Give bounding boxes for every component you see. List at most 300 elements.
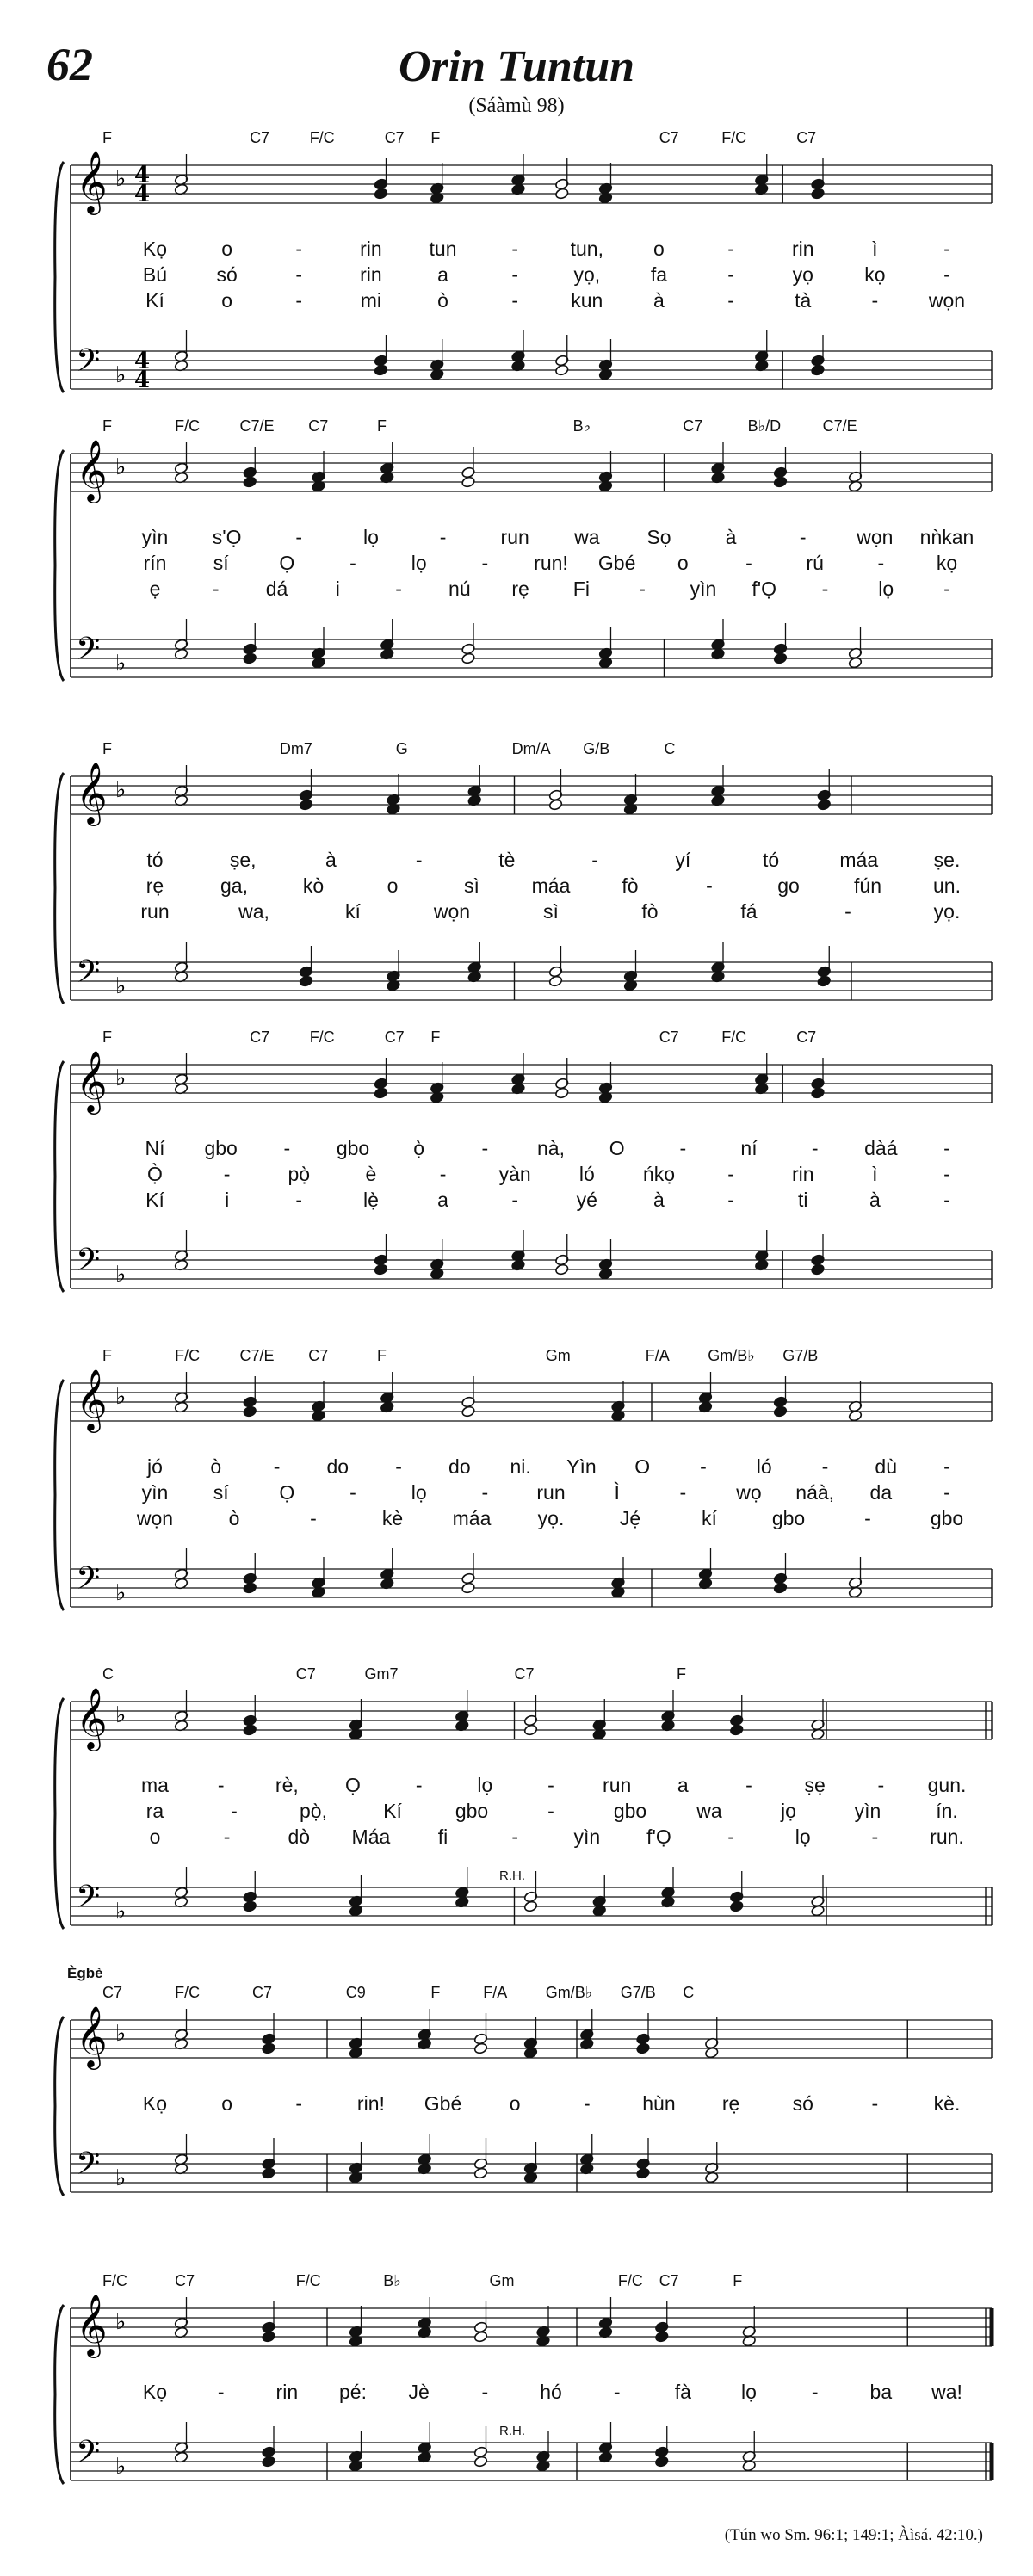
lyric-syllable: hùn bbox=[642, 2092, 676, 2115]
chord-symbol: C7 bbox=[659, 2272, 679, 2289]
treble-clef-icon: 𝄞 bbox=[76, 150, 108, 213]
lyric-syllable: Sọ bbox=[646, 526, 671, 548]
chord-symbol: Dm/A bbox=[511, 740, 551, 757]
flat-key-icon: ♭ bbox=[115, 651, 127, 676]
lyric-syllable: - bbox=[727, 1163, 734, 1185]
lyric-syllable: O bbox=[634, 1455, 651, 1478]
lyric-syllable: run. bbox=[930, 1825, 964, 1848]
lyric-syllable: - bbox=[415, 849, 423, 871]
treble-clef-icon: 𝄞 bbox=[76, 1686, 108, 1749]
chord-symbol: G/B bbox=[583, 740, 610, 757]
lyric-syllable: run bbox=[603, 1774, 632, 1796]
lyric-syllable: ṣe, bbox=[229, 849, 257, 871]
lyric-syllable: wọ bbox=[736, 1481, 762, 1504]
lyric-syllable: - bbox=[439, 1163, 447, 1185]
bass-clef-icon: 𝄢 bbox=[76, 1879, 101, 1923]
time-signature-digit: 4 bbox=[134, 163, 151, 188]
notehead bbox=[729, 1900, 744, 1912]
notehead bbox=[773, 652, 788, 664]
notehead bbox=[243, 1724, 257, 1736]
chord-symbol: C7/E bbox=[239, 417, 275, 435]
notehead bbox=[729, 1724, 744, 1736]
notehead bbox=[299, 799, 313, 811]
lyric-syllable: Ọ bbox=[279, 1481, 295, 1504]
chord-symbol: C bbox=[683, 1984, 695, 2001]
chord-symbol: F/C bbox=[102, 2272, 127, 2289]
lyric-syllable: - bbox=[943, 1481, 950, 1504]
lyric-syllable: wọn bbox=[857, 526, 894, 548]
chord-symbol: C bbox=[664, 740, 676, 757]
flat-key-icon: ♭ bbox=[115, 1580, 127, 1606]
chord-symbol: F bbox=[430, 1984, 441, 2001]
lyric-syllable: - bbox=[295, 526, 303, 548]
lyric-syllable: dù bbox=[875, 1455, 898, 1478]
lyric-syllable: - bbox=[871, 2092, 879, 2115]
lyric-syllable: rín bbox=[143, 552, 167, 574]
page-number: 62 bbox=[46, 39, 93, 90]
chord-symbol: C7 bbox=[102, 1984, 123, 2001]
notehead bbox=[262, 2331, 276, 2343]
lyric-syllable: - bbox=[415, 1774, 423, 1796]
lyric-syllable: - bbox=[821, 1455, 829, 1478]
lyric-syllable: - bbox=[481, 552, 489, 574]
chord-symbol: F bbox=[102, 1347, 112, 1364]
notehead bbox=[811, 364, 826, 376]
notehead bbox=[374, 1263, 388, 1276]
notehead bbox=[811, 1263, 826, 1276]
notehead bbox=[473, 2456, 488, 2468]
lyric-syllable: gun. bbox=[927, 1774, 967, 1796]
lyric-syllable: rin bbox=[275, 2381, 299, 2403]
lyric-syllable: - bbox=[745, 1774, 752, 1796]
lyric-syllable: Yìn bbox=[566, 1455, 597, 1478]
lyric-syllable: gbo bbox=[455, 1800, 489, 1822]
notehead bbox=[773, 1405, 788, 1418]
lyric-syllable: ba bbox=[869, 2381, 893, 2403]
lyric-syllable: - bbox=[943, 1455, 950, 1478]
chord-symbol: F/A bbox=[483, 1984, 508, 2001]
chord-symbol: F bbox=[377, 1347, 387, 1364]
chord-symbol: C7 bbox=[250, 1029, 270, 1046]
notehead bbox=[461, 652, 476, 664]
notehead bbox=[243, 1900, 257, 1912]
lyrics-verse-2 bbox=[52, 1481, 999, 1505]
chord-symbol: C7 bbox=[659, 1029, 679, 1046]
lyric-syllable: dàá bbox=[864, 1137, 898, 1159]
lyric-syllable: gbo bbox=[771, 1507, 806, 1529]
notehead bbox=[374, 364, 388, 376]
notehead bbox=[461, 476, 476, 488]
lyric-syllable: ga, bbox=[220, 874, 248, 897]
lyric-syllable: - bbox=[613, 2381, 621, 2403]
lyric-syllable: - bbox=[217, 1774, 225, 1796]
lyric-syllable: fi bbox=[437, 1825, 448, 1848]
lyric-syllable: - bbox=[821, 578, 829, 600]
flat-key-icon: ♭ bbox=[115, 1702, 127, 1728]
lyric-syllable: rin! bbox=[356, 2092, 385, 2115]
lyrics-verse-1 bbox=[52, 238, 999, 262]
lyrics-verse-3 bbox=[52, 578, 999, 602]
bass-clef-icon: 𝄢 bbox=[76, 954, 101, 998]
lyric-syllable: jọ bbox=[781, 1800, 796, 1822]
lyric-syllable: rú bbox=[806, 552, 824, 574]
lyric-syllable: - bbox=[511, 1189, 519, 1211]
lyric-syllable: run! bbox=[534, 552, 568, 574]
flat-key-icon: ♭ bbox=[115, 454, 127, 480]
lyric-syllable: sì bbox=[464, 874, 479, 897]
lyrics-verse-2 bbox=[52, 1800, 999, 1824]
lyric-syllable: ní bbox=[740, 1137, 758, 1159]
lyric-syllable: dá bbox=[265, 578, 288, 600]
lyric-syllable: Gbé bbox=[597, 552, 636, 574]
scripture-reference: (Tún wo Sm. 96:1; 149:1; Àìsá. 42:10.) bbox=[724, 2526, 983, 2544]
music-system-3 bbox=[52, 740, 999, 1026]
chord-symbol: Gm/B♭ bbox=[545, 1984, 593, 2001]
lyric-syllable: ra bbox=[145, 1800, 164, 1822]
flat-key-icon: ♭ bbox=[115, 2454, 127, 2480]
lyric-syllable: tun, bbox=[570, 238, 603, 260]
lyric-syllable: go bbox=[777, 874, 800, 897]
lyric-syllable: Kí bbox=[383, 1800, 402, 1822]
music-system-8 bbox=[52, 2272, 999, 2506]
lyric-syllable: rin bbox=[791, 238, 814, 260]
notehead bbox=[523, 1724, 538, 1736]
lyric-syllable: pọ̀ bbox=[288, 1163, 311, 1185]
chord-symbol: C7 bbox=[252, 1984, 273, 2001]
chord-symbol: F/C bbox=[721, 1029, 747, 1046]
notehead bbox=[299, 975, 313, 987]
lyric-syllable: - bbox=[547, 1774, 554, 1796]
lyric-syllable: tà bbox=[795, 289, 812, 312]
lyric-syllable: yọ, bbox=[573, 263, 601, 286]
lyric-syllable: rẹ bbox=[511, 578, 529, 600]
flat-key-icon: ♭ bbox=[115, 362, 127, 388]
lyric-syllable: hó bbox=[540, 2381, 562, 2403]
chord-symbol: C7 bbox=[308, 1347, 329, 1364]
chord-symbol: F bbox=[102, 1029, 112, 1046]
flat-key-icon: ♭ bbox=[115, 973, 127, 999]
lyric-syllable: run bbox=[140, 900, 170, 923]
lyric-syllable: - bbox=[871, 1825, 879, 1848]
chord-symbol: C7 bbox=[175, 2272, 195, 2289]
lyric-syllable: lọ bbox=[411, 552, 427, 574]
lyric-syllable: yọ. bbox=[933, 900, 961, 923]
chord-symbol: C7 bbox=[796, 129, 817, 146]
notehead bbox=[554, 364, 569, 376]
lyric-syllable: - bbox=[481, 1481, 489, 1504]
hymn-title: Orin Tuntun bbox=[398, 42, 635, 91]
lyrics-verse-2 bbox=[52, 552, 999, 576]
section-label: Ègbè bbox=[67, 1965, 103, 1981]
lyric-syllable: a bbox=[437, 1189, 448, 1211]
lyric-syllable: O bbox=[609, 1137, 625, 1159]
lyric-syllable: - bbox=[273, 1455, 281, 1478]
lyric-syllable: só bbox=[216, 263, 238, 286]
lyric-syllable: - bbox=[395, 578, 402, 600]
lyric-syllable: Ọ̀ bbox=[147, 1163, 163, 1185]
chord-symbol: G7/B bbox=[620, 1984, 656, 2001]
treble-clef-icon: 𝄞 bbox=[76, 438, 108, 501]
chord-symbol: C7/E bbox=[239, 1347, 275, 1364]
music-system-4 bbox=[52, 1029, 999, 1314]
lyrics-verse-3 bbox=[52, 1507, 999, 1531]
lyric-syllable: o bbox=[221, 2092, 233, 2115]
lyric-syllable: kọ bbox=[864, 263, 886, 286]
lyric-syllable: run bbox=[500, 526, 529, 548]
lyric-syllable: i bbox=[225, 1189, 230, 1211]
lyric-syllable: Bú bbox=[142, 263, 168, 286]
lyric-syllable: - bbox=[727, 1189, 734, 1211]
notehead bbox=[811, 1087, 826, 1099]
chord-symbol: F bbox=[430, 1029, 441, 1046]
notehead bbox=[554, 188, 569, 200]
lyric-syllable: - bbox=[295, 2092, 303, 2115]
notehead bbox=[636, 2042, 651, 2054]
lyrics-verse-3 bbox=[52, 900, 999, 924]
notehead bbox=[636, 2167, 651, 2179]
lyric-syllable: è bbox=[365, 1163, 377, 1185]
lyric-syllable: gbo bbox=[613, 1800, 647, 1822]
chord-symbol: C7 bbox=[384, 1029, 405, 1046]
lyric-syllable: lọ bbox=[795, 1825, 811, 1848]
notehead bbox=[548, 975, 563, 987]
lyric-syllable: - bbox=[283, 1137, 291, 1159]
lyric-syllable: tè bbox=[498, 849, 516, 871]
lyric-syllable: Jè bbox=[408, 2381, 430, 2403]
lyric-syllable: máa bbox=[531, 874, 571, 897]
lyric-syllable: - bbox=[727, 238, 734, 260]
lyric-syllable: yìn bbox=[690, 578, 717, 600]
lyric-syllable: lẹ̀ bbox=[362, 1189, 379, 1211]
flat-key-icon: ♭ bbox=[115, 1262, 127, 1288]
lyric-syllable: - bbox=[844, 900, 851, 923]
lyric-syllable: ì bbox=[872, 238, 878, 260]
treble-clef-icon: 𝄞 bbox=[76, 1049, 108, 1112]
lyric-syllable: nǹkan bbox=[919, 526, 974, 548]
lyric-syllable: - bbox=[727, 289, 734, 312]
chord-symbol: F/C bbox=[175, 1347, 201, 1364]
notehead bbox=[473, 2042, 488, 2054]
lyric-syllable: mi bbox=[360, 289, 382, 312]
lyric-syllable: lọ bbox=[362, 526, 379, 548]
bass-clef-icon: 𝄢 bbox=[76, 1560, 101, 1604]
lyrics-verse-2 bbox=[52, 874, 999, 899]
lyric-syllable: ò bbox=[210, 1455, 222, 1478]
lyric-syllable: pé: bbox=[339, 2381, 367, 2403]
chord-symbol: C7 bbox=[683, 417, 703, 435]
lyric-syllable: f'Ọ bbox=[752, 578, 777, 600]
lyric-syllable: Máa bbox=[351, 1825, 391, 1848]
lyric-syllable: do bbox=[448, 1455, 471, 1478]
lyric-syllable: s'Ọ bbox=[212, 526, 242, 548]
notehead bbox=[461, 1405, 476, 1418]
flat-key-icon: ♭ bbox=[115, 2165, 127, 2191]
lyric-syllable: ńkọ bbox=[642, 1163, 675, 1185]
lyric-syllable: un. bbox=[933, 874, 961, 897]
lyric-syllable: sí bbox=[213, 1481, 229, 1504]
lyric-syllable: ni. bbox=[510, 1455, 531, 1478]
lyric-syllable: Ì bbox=[614, 1481, 620, 1504]
time-signature-digit: 4 bbox=[134, 368, 151, 393]
notehead bbox=[654, 2331, 669, 2343]
lyric-syllable: ló bbox=[756, 1455, 772, 1478]
lyric-syllable: fò bbox=[622, 874, 639, 897]
lyric-syllable: - bbox=[217, 2381, 225, 2403]
chord-symbol: B♭ bbox=[572, 417, 591, 435]
bass-clef-icon: 𝄢 bbox=[76, 2434, 101, 2478]
lyric-syllable: - bbox=[223, 1163, 231, 1185]
treble-clef-icon: 𝄞 bbox=[76, 2293, 108, 2356]
lyric-syllable: wọn bbox=[136, 1507, 174, 1529]
notehead bbox=[554, 1263, 569, 1276]
lyrics-verse-1 bbox=[52, 1137, 999, 1161]
lyric-syllable: rẹ bbox=[721, 2092, 740, 2115]
lyric-syllable: o bbox=[387, 874, 399, 897]
flat-key-icon: ♭ bbox=[115, 1384, 127, 1410]
lyric-syllable: kọ bbox=[936, 552, 958, 574]
lyric-syllable: - bbox=[943, 238, 950, 260]
lyric-syllable: máa bbox=[452, 1507, 492, 1529]
lyric-syllable: - bbox=[511, 1825, 519, 1848]
right-hand-label: R.H. bbox=[499, 2424, 525, 2438]
lyric-syllable: - bbox=[871, 289, 879, 312]
lyric-syllable: o bbox=[653, 238, 665, 260]
lyric-syllable: à bbox=[653, 1189, 665, 1211]
lyric-syllable: - bbox=[295, 289, 303, 312]
lyric-syllable: yìn bbox=[573, 1825, 601, 1848]
treble-clef-icon: 𝄞 bbox=[76, 2005, 108, 2067]
lyric-syllable: - bbox=[799, 526, 807, 548]
chord-symbol: G7/B bbox=[782, 1347, 819, 1364]
lyric-syllable: kò bbox=[302, 874, 325, 897]
chord-symbol: F bbox=[430, 129, 441, 146]
chord-symbol: B♭ bbox=[383, 2272, 401, 2289]
lyric-syllable: à bbox=[869, 1189, 881, 1211]
notehead bbox=[461, 1582, 476, 1594]
lyric-syllable: Ọ bbox=[279, 552, 295, 574]
lyric-syllable: - bbox=[223, 1825, 231, 1848]
lyric-syllable: yìn bbox=[141, 1481, 169, 1504]
lyric-syllable: yàn bbox=[498, 1163, 531, 1185]
notehead bbox=[817, 799, 832, 811]
lyric-syllable: lọ bbox=[741, 2381, 757, 2403]
bass-clef-icon: 𝄢 bbox=[76, 631, 101, 675]
lyric-syllable: - bbox=[639, 578, 646, 600]
lyric-syllable: Ọ bbox=[345, 1774, 361, 1796]
lyric-syllable: - bbox=[864, 1507, 871, 1529]
lyrics-verse-1 bbox=[52, 1455, 999, 1480]
chord-symbol: F/A bbox=[645, 1347, 670, 1364]
lyric-syllable: Fi bbox=[572, 578, 590, 600]
lyric-syllable: o bbox=[221, 238, 233, 260]
lyric-syllable: lọ bbox=[411, 1481, 427, 1504]
chord-symbol: F/C bbox=[175, 1984, 201, 2001]
lyric-syllable: - bbox=[700, 1455, 707, 1478]
lyrics-verse-1 bbox=[52, 849, 999, 873]
lyric-syllable: ti bbox=[797, 1189, 808, 1211]
lyric-syllable: yé bbox=[576, 1189, 597, 1211]
lyric-syllable: - bbox=[811, 1137, 819, 1159]
lyric-syllable: à bbox=[725, 526, 737, 548]
notehead bbox=[473, 2167, 488, 2179]
time-signature-digit: 4 bbox=[134, 182, 151, 207]
chord-symbol: C7 bbox=[796, 1029, 817, 1046]
lyric-syllable: Kọ bbox=[142, 238, 168, 260]
chord-symbol: B♭/D bbox=[747, 417, 782, 435]
notehead bbox=[374, 188, 388, 200]
chord-symbol: F/C bbox=[309, 129, 335, 146]
lyric-syllable: yí bbox=[675, 849, 691, 871]
notehead bbox=[654, 2456, 669, 2468]
lyric-syllable: - bbox=[231, 1800, 238, 1822]
lyric-syllable: tó bbox=[146, 849, 164, 871]
chord-symbol: C9 bbox=[345, 1984, 366, 2001]
lyric-syllable: i bbox=[335, 578, 340, 600]
lyric-syllable: pọ̀, bbox=[300, 1800, 327, 1822]
lyric-syllable: yìn bbox=[854, 1800, 881, 1822]
lyric-syllable: rin bbox=[360, 238, 382, 260]
notehead bbox=[548, 799, 563, 811]
notehead bbox=[811, 188, 826, 200]
lyric-syllable: náà, bbox=[795, 1481, 835, 1504]
lyric-syllable: o bbox=[221, 289, 233, 312]
lyric-syllable: yọ bbox=[792, 263, 813, 286]
notehead bbox=[243, 1405, 257, 1418]
bass-clef-icon: 𝄢 bbox=[76, 1242, 101, 1286]
lyric-syllable: só bbox=[792, 2092, 813, 2115]
chord-symbol: C7/E bbox=[822, 417, 857, 435]
chord-symbol: Dm7 bbox=[279, 740, 312, 757]
lyric-syllable: wọn bbox=[433, 900, 471, 923]
lyric-syllable: - bbox=[295, 1189, 303, 1211]
lyric-syllable: ma bbox=[141, 1774, 169, 1796]
lyric-syllable: gbo bbox=[204, 1137, 238, 1159]
notehead bbox=[773, 476, 788, 488]
lyric-syllable: ló bbox=[578, 1163, 595, 1185]
lyric-syllable: - bbox=[511, 289, 519, 312]
lyric-syllable: ò bbox=[437, 289, 448, 312]
lyric-syllable: Kọ bbox=[142, 2381, 168, 2403]
notehead bbox=[243, 1582, 257, 1594]
music-system-2 bbox=[52, 417, 999, 703]
lyric-syllable: - bbox=[943, 1163, 950, 1185]
lyric-syllable: ín. bbox=[936, 1800, 958, 1822]
lyric-syllable: - bbox=[706, 874, 713, 897]
chord-symbol: F bbox=[677, 1665, 686, 1683]
lyric-syllable: run bbox=[536, 1481, 566, 1504]
lyric-syllable: fún bbox=[854, 874, 881, 897]
notehead bbox=[262, 2042, 276, 2054]
lyrics-verse-3 bbox=[52, 1825, 999, 1850]
right-hand-label: R.H. bbox=[499, 1869, 525, 1883]
chord-symbol: Gm/B♭ bbox=[708, 1347, 755, 1364]
lyric-syllable: jó bbox=[147, 1455, 163, 1478]
lyric-syllable: ẹ bbox=[149, 578, 161, 600]
notehead bbox=[243, 476, 257, 488]
lyric-syllable: Kí bbox=[145, 1189, 164, 1211]
lyric-syllable: à bbox=[325, 849, 337, 871]
chord-symbol: F bbox=[377, 417, 387, 435]
lyric-syllable: wa! bbox=[931, 2381, 962, 2403]
notehead bbox=[374, 1087, 388, 1099]
flat-key-icon: ♭ bbox=[115, 166, 127, 192]
chord-symbol: C7 bbox=[659, 129, 679, 146]
lyric-syllable: - bbox=[212, 578, 220, 600]
lyric-syllable: fá bbox=[740, 900, 758, 923]
lyric-syllable: lọ bbox=[477, 1774, 493, 1796]
lyric-syllable: - bbox=[877, 552, 885, 574]
notehead bbox=[817, 975, 832, 987]
